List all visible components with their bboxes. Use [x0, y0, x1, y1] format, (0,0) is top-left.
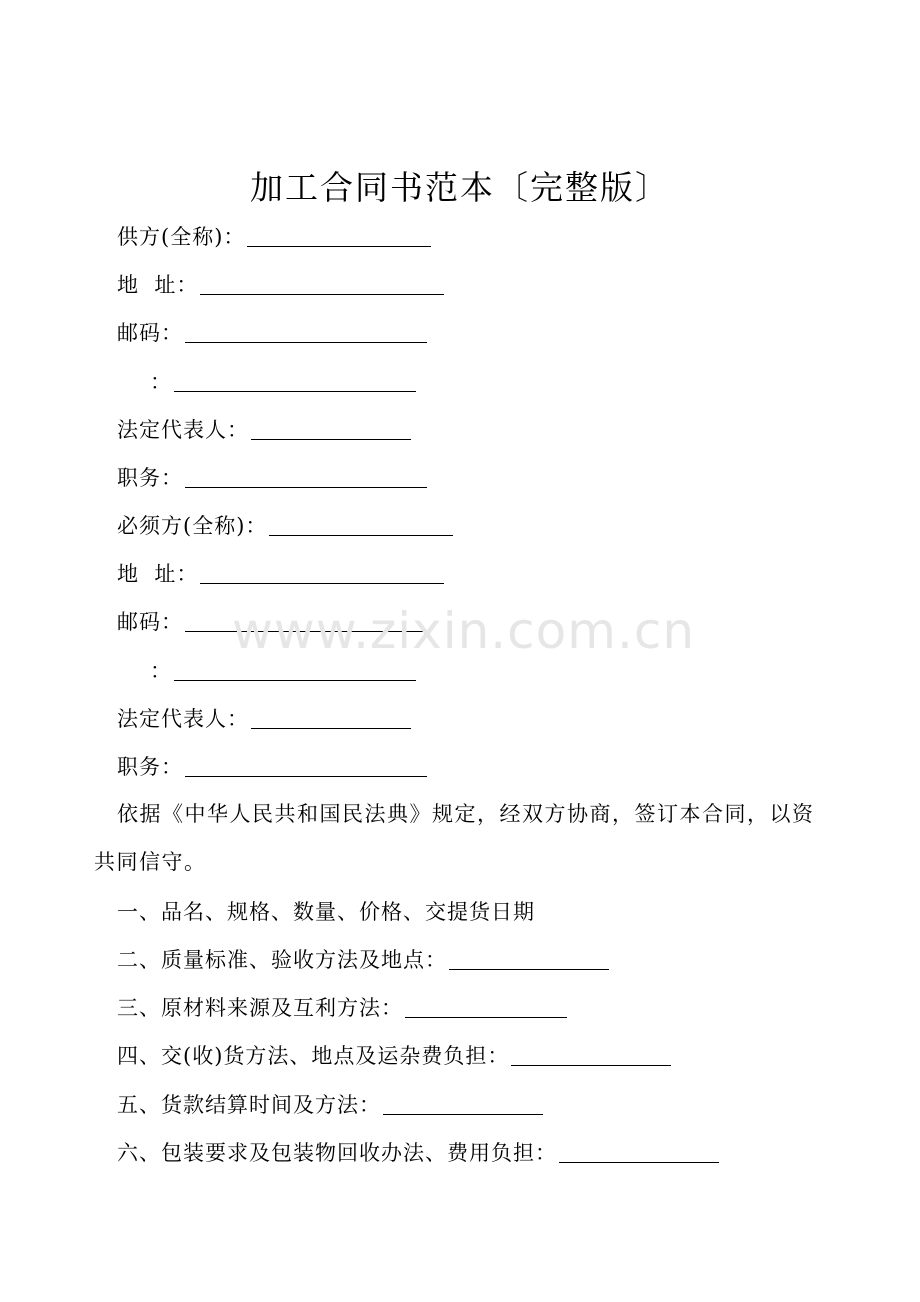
supplier-postcode-label: 邮码：	[117, 321, 183, 345]
supplier-address-label: 地 址：	[117, 273, 199, 297]
demander-postcode-line	[117, 607, 427, 637]
demander-phone-line	[150, 656, 416, 686]
supplier-postcode-line	[117, 318, 427, 348]
supplier-phone-blank[interactable]	[174, 369, 416, 392]
demander-postcode-label: 邮码：	[117, 610, 183, 634]
clause-2	[117, 945, 609, 975]
clause-6	[117, 1138, 719, 1168]
demander-name-label: 必须方(全称)：	[117, 514, 268, 538]
demander-rep-blank[interactable]	[251, 706, 411, 729]
clause-1-text: 一、品名、规格、数量、价格、交提货日期	[117, 900, 535, 924]
demander-position-blank[interactable]	[185, 754, 427, 777]
supplier-name-label: 供方(全称)：	[117, 225, 246, 249]
supplier-position-line	[117, 463, 427, 493]
supplier-name-line	[117, 222, 431, 252]
document-title: 加工合同书范本〔完整版〕	[250, 168, 670, 207]
watermark-text: www.zixin.com.cn	[232, 602, 696, 660]
clause-6-text: 六、包装要求及包装物回收办法、费用负担：	[117, 1141, 557, 1165]
supplier-phone-label: ：	[150, 370, 172, 394]
supplier-phone-line	[150, 367, 416, 397]
clause-5	[117, 1090, 543, 1120]
clause-5-blank[interactable]	[383, 1092, 543, 1115]
supplier-rep-blank[interactable]	[251, 417, 411, 440]
clause-4-text: 四、交(收)货方法、地点及运杂费负担：	[117, 1044, 510, 1068]
supplier-position-blank[interactable]	[185, 465, 427, 488]
demander-postcode-blank[interactable]	[185, 609, 427, 632]
demander-phone-label: ：	[150, 659, 172, 683]
demander-name-line	[117, 511, 453, 541]
clause-2-text: 二、质量标准、验收方法及地点：	[117, 948, 447, 972]
clause-3-text: 三、原材料来源及互利方法：	[117, 996, 403, 1020]
demander-name-blank[interactable]	[269, 513, 453, 536]
demander-position-line	[117, 752, 427, 782]
supplier-position-label: 职务：	[117, 466, 183, 490]
demander-phone-blank[interactable]	[174, 658, 416, 681]
demander-rep-label: 法定代表人：	[117, 707, 249, 731]
supplier-address-line	[117, 270, 444, 300]
supplier-address-blank[interactable]	[200, 272, 444, 295]
supplier-name-blank[interactable]	[247, 224, 431, 247]
clause-6-blank[interactable]	[559, 1140, 719, 1163]
demander-rep-line	[117, 704, 411, 734]
clause-5-text: 五、货款结算时间及方法：	[117, 1093, 381, 1117]
demander-position-label: 职务：	[117, 755, 183, 779]
clause-2-blank[interactable]	[449, 947, 609, 970]
demander-address-line	[117, 559, 444, 589]
supplier-rep-line	[117, 415, 411, 445]
supplier-rep-label: 法定代表人：	[117, 418, 249, 442]
supplier-postcode-blank[interactable]	[185, 320, 427, 343]
clause-3-blank[interactable]	[405, 995, 567, 1018]
clause-1	[117, 897, 535, 927]
clause-4	[117, 1041, 671, 1071]
clause-4-blank[interactable]	[511, 1043, 671, 1066]
demander-address-blank[interactable]	[200, 561, 444, 584]
clause-3	[117, 993, 567, 1023]
demander-address-label: 地 址：	[117, 562, 199, 586]
intro-paragraph: 依据《中华人民共和国民法典》规定，经双方协商，签订本合同，以资共同信守。	[94, 802, 815, 874]
